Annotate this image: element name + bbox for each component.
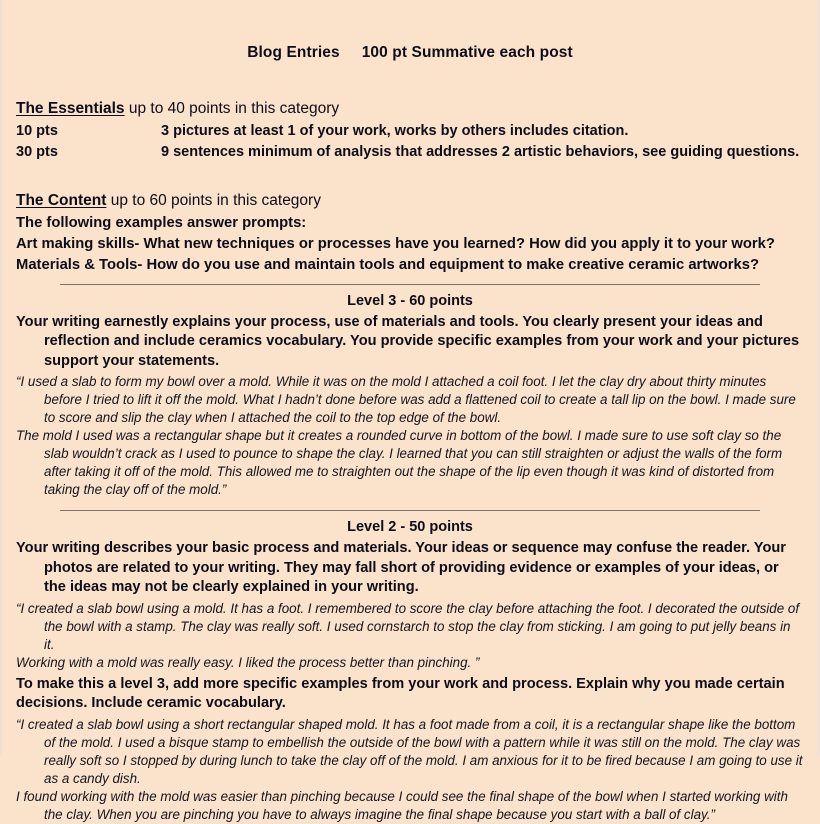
content-heading-label: The Content (16, 192, 107, 209)
points-description: 3 pictures at least 1 of your work, works by others includes citation. (161, 123, 629, 139)
level-3-criteria: Your writing earnestly explains your process, use of materials and tools. You clearly present your ideas and reflection and include ceramics vocabulary. You provide specific examples from your work and your pictures support your statements. (16, 314, 800, 369)
points-value: 30 pts (16, 144, 58, 160)
points-row (16, 123, 804, 139)
essentials-heading-note: up to 40 points in this category (128, 100, 340, 117)
section-divider (60, 284, 760, 285)
content-heading-note: up to 60 points in this category (110, 192, 321, 209)
content-intro: The following examples answer prompts: (16, 215, 307, 231)
level-2-revised-quote: “I created a slab bowl using a short rectangular shaped mold. It has a foot made from a coil, it is a rectangular shape like the bottom of the mold. I used a bisque stamp to embellish the outside of the bowl with a pattern while it was still on the mold. The clay was really soft so I stopped by during lunch to take the clay off of the mold. I am anxious for it to be fired because I am going to use it as a candy dish. (16, 716, 803, 786)
level-2-title: Level 2 - 50 points (347, 519, 473, 536)
level-2-example-quote: “I created a slab bowl using a mold. It has a foot. I remembered to score the clay before attaching the foot. I decorated the outside of the bowl with a stamp. The clay was really soft. I used cornstarch to stop the clay from sticking. I am going to put jelly beans in it. (16, 600, 800, 652)
essentials-heading-label: The Essentials (16, 100, 125, 117)
page-title-sub: 100 pt Summative each post (361, 44, 573, 61)
level-2-improvement-note: To make this a level 3, add more specific examples from your work and process. Explain why you made certain decisions. Include ceramic vocabulary. (16, 675, 785, 712)
level-2-criteria: Your writing describes your basic process and materials. Your ideas or sequence may confuse the reader. Your photos are related to your writing. They may fall short of providing evidence or examples of your ideas, or the ideas may not be clearly explained in your writing. (16, 540, 786, 596)
section-heading-essentials (16, 100, 804, 118)
level-2-example-quote: Working with a mold was really easy. I liked the process better than pinching. ” (16, 654, 480, 670)
level-3-example-quote: The mold I used was a rectangular shape but it creates a rounded curve in bottom of the bowl. I made sure to use soft clay so the slab wouldn’t crack as I used to pounce to shape the clay. I learned that you can still straighten or adjust the walls of the form after taking it off of the mold. This allowed me to straighten out the shape of the lip even though it was kind of distorted from taking the clay off of the mold.” (16, 428, 783, 498)
page-title (16, 0, 804, 62)
points-value: 10 pts (16, 123, 58, 139)
page-title-main: Blog Entries (247, 44, 340, 61)
points-description: 9 sentences minimum of analysis that addresses 2 artistic behaviors, see guiding questions. (161, 144, 800, 160)
level-2-revised-quote: I found working with the mold was easier than pinching because I could see the final shape of the bowl when I started working with the clay. When you are pinching you have to always imagine the final shape because you start with a ball of clay.” (16, 788, 788, 822)
section-heading-content (16, 192, 804, 210)
prompt-materials-tools: Materials & Tools- How do you use and maintain tools and equipment to make creative ceramic artworks? (16, 257, 760, 273)
prompt-art-making-skills: Art making skills- What new techniques or processes have you learned? How did you apply it to your work? (16, 236, 775, 252)
section-divider (60, 510, 760, 511)
level-3-example-quote: “I used a slab to form my bowl over a mold. While it was on the mold I attached a coil foot. I let the clay dry about thirty minutes before I tried to lift it off the mold. What I hadn’t done before was add a flattened coil to create a tall lip on the bowl. I made sure to score and slip the clay when I attached the coil to the top edge of the bowl. (16, 374, 796, 426)
level-3-title: Level 3 - 60 points (347, 293, 473, 309)
points-row (16, 144, 804, 160)
